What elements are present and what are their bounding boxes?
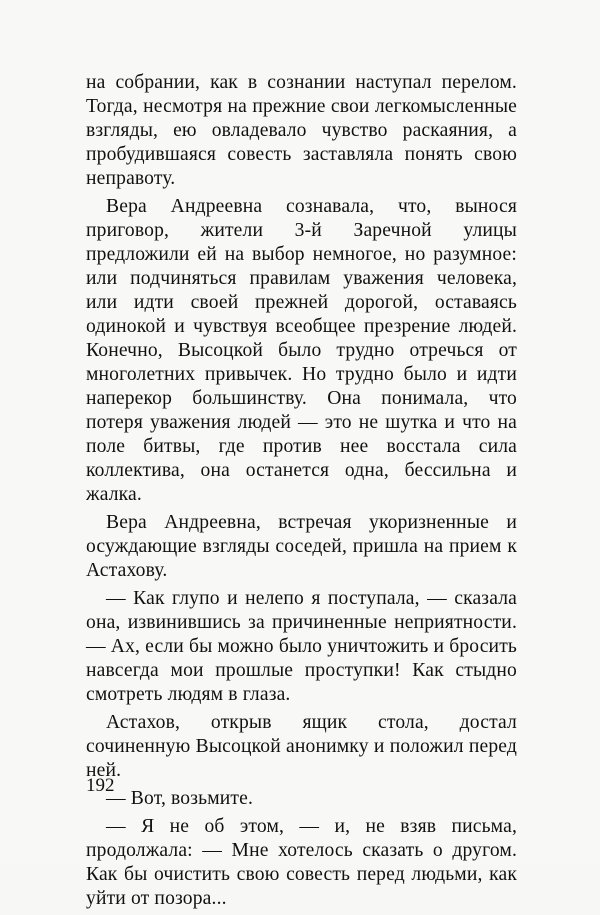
paragraph-6: — Вот, возьмите. bbox=[106, 788, 254, 809]
paragraph-7: — Я не об этом, — и, не взяв письма, продолжала: — Мне хотелось сказать о другом. Как бы очистить свою совесть перед людьми, как уйти от позора... bbox=[86, 816, 517, 909]
paragraph-4: — Как глупо и нелепо я поступала, — сказала она, извинившись за причиненные неприятности. — Ах, если бы можно было уничтожить и бросить навсегда мои прошлые проступки! Как стыдно смотреть людям в глаза. bbox=[86, 588, 517, 705]
page-number: 192 bbox=[86, 775, 115, 796]
body-text bbox=[86, 71, 517, 915]
paragraph-2: Вера Андреевна сознавала, что, вынося приговор, жители 3-й Заречной улицы предложили ей на выбор немногое, но разумное: или подчиняться правилам уважения человека, или идти своей прежней дорогой, оставаясь одинокой и чувствуя всеобщее презрение людей. Конечно, Высоцкой было трудно отречься от многолетних привычек. Но трудно было и идти наперекор большинству. Она понимала, что потеря уважения людей — это не шутка и что на поле битвы, где против нее восстала сила коллектива, она останется одна, бессильна и жалка. bbox=[86, 196, 517, 505]
paragraph-5: Астахов, открыв ящик стола, достал сочиненную Высоцкой анонимку и положил перед ней. bbox=[86, 712, 517, 781]
paragraph-3: Вера Андреевна, встречая укоризненные и осуждающие взгляды соседей, пришла на прием к Астахову. bbox=[86, 512, 517, 581]
paragraph-1: на собрании, как в сознании наступал перелом. Тогда, несмотря на прежние свои легкомысленные взгляды, ею овладевало чувство раскаяния, а пробудившаяся совесть заставляла понять свою неправоту. bbox=[86, 72, 517, 189]
